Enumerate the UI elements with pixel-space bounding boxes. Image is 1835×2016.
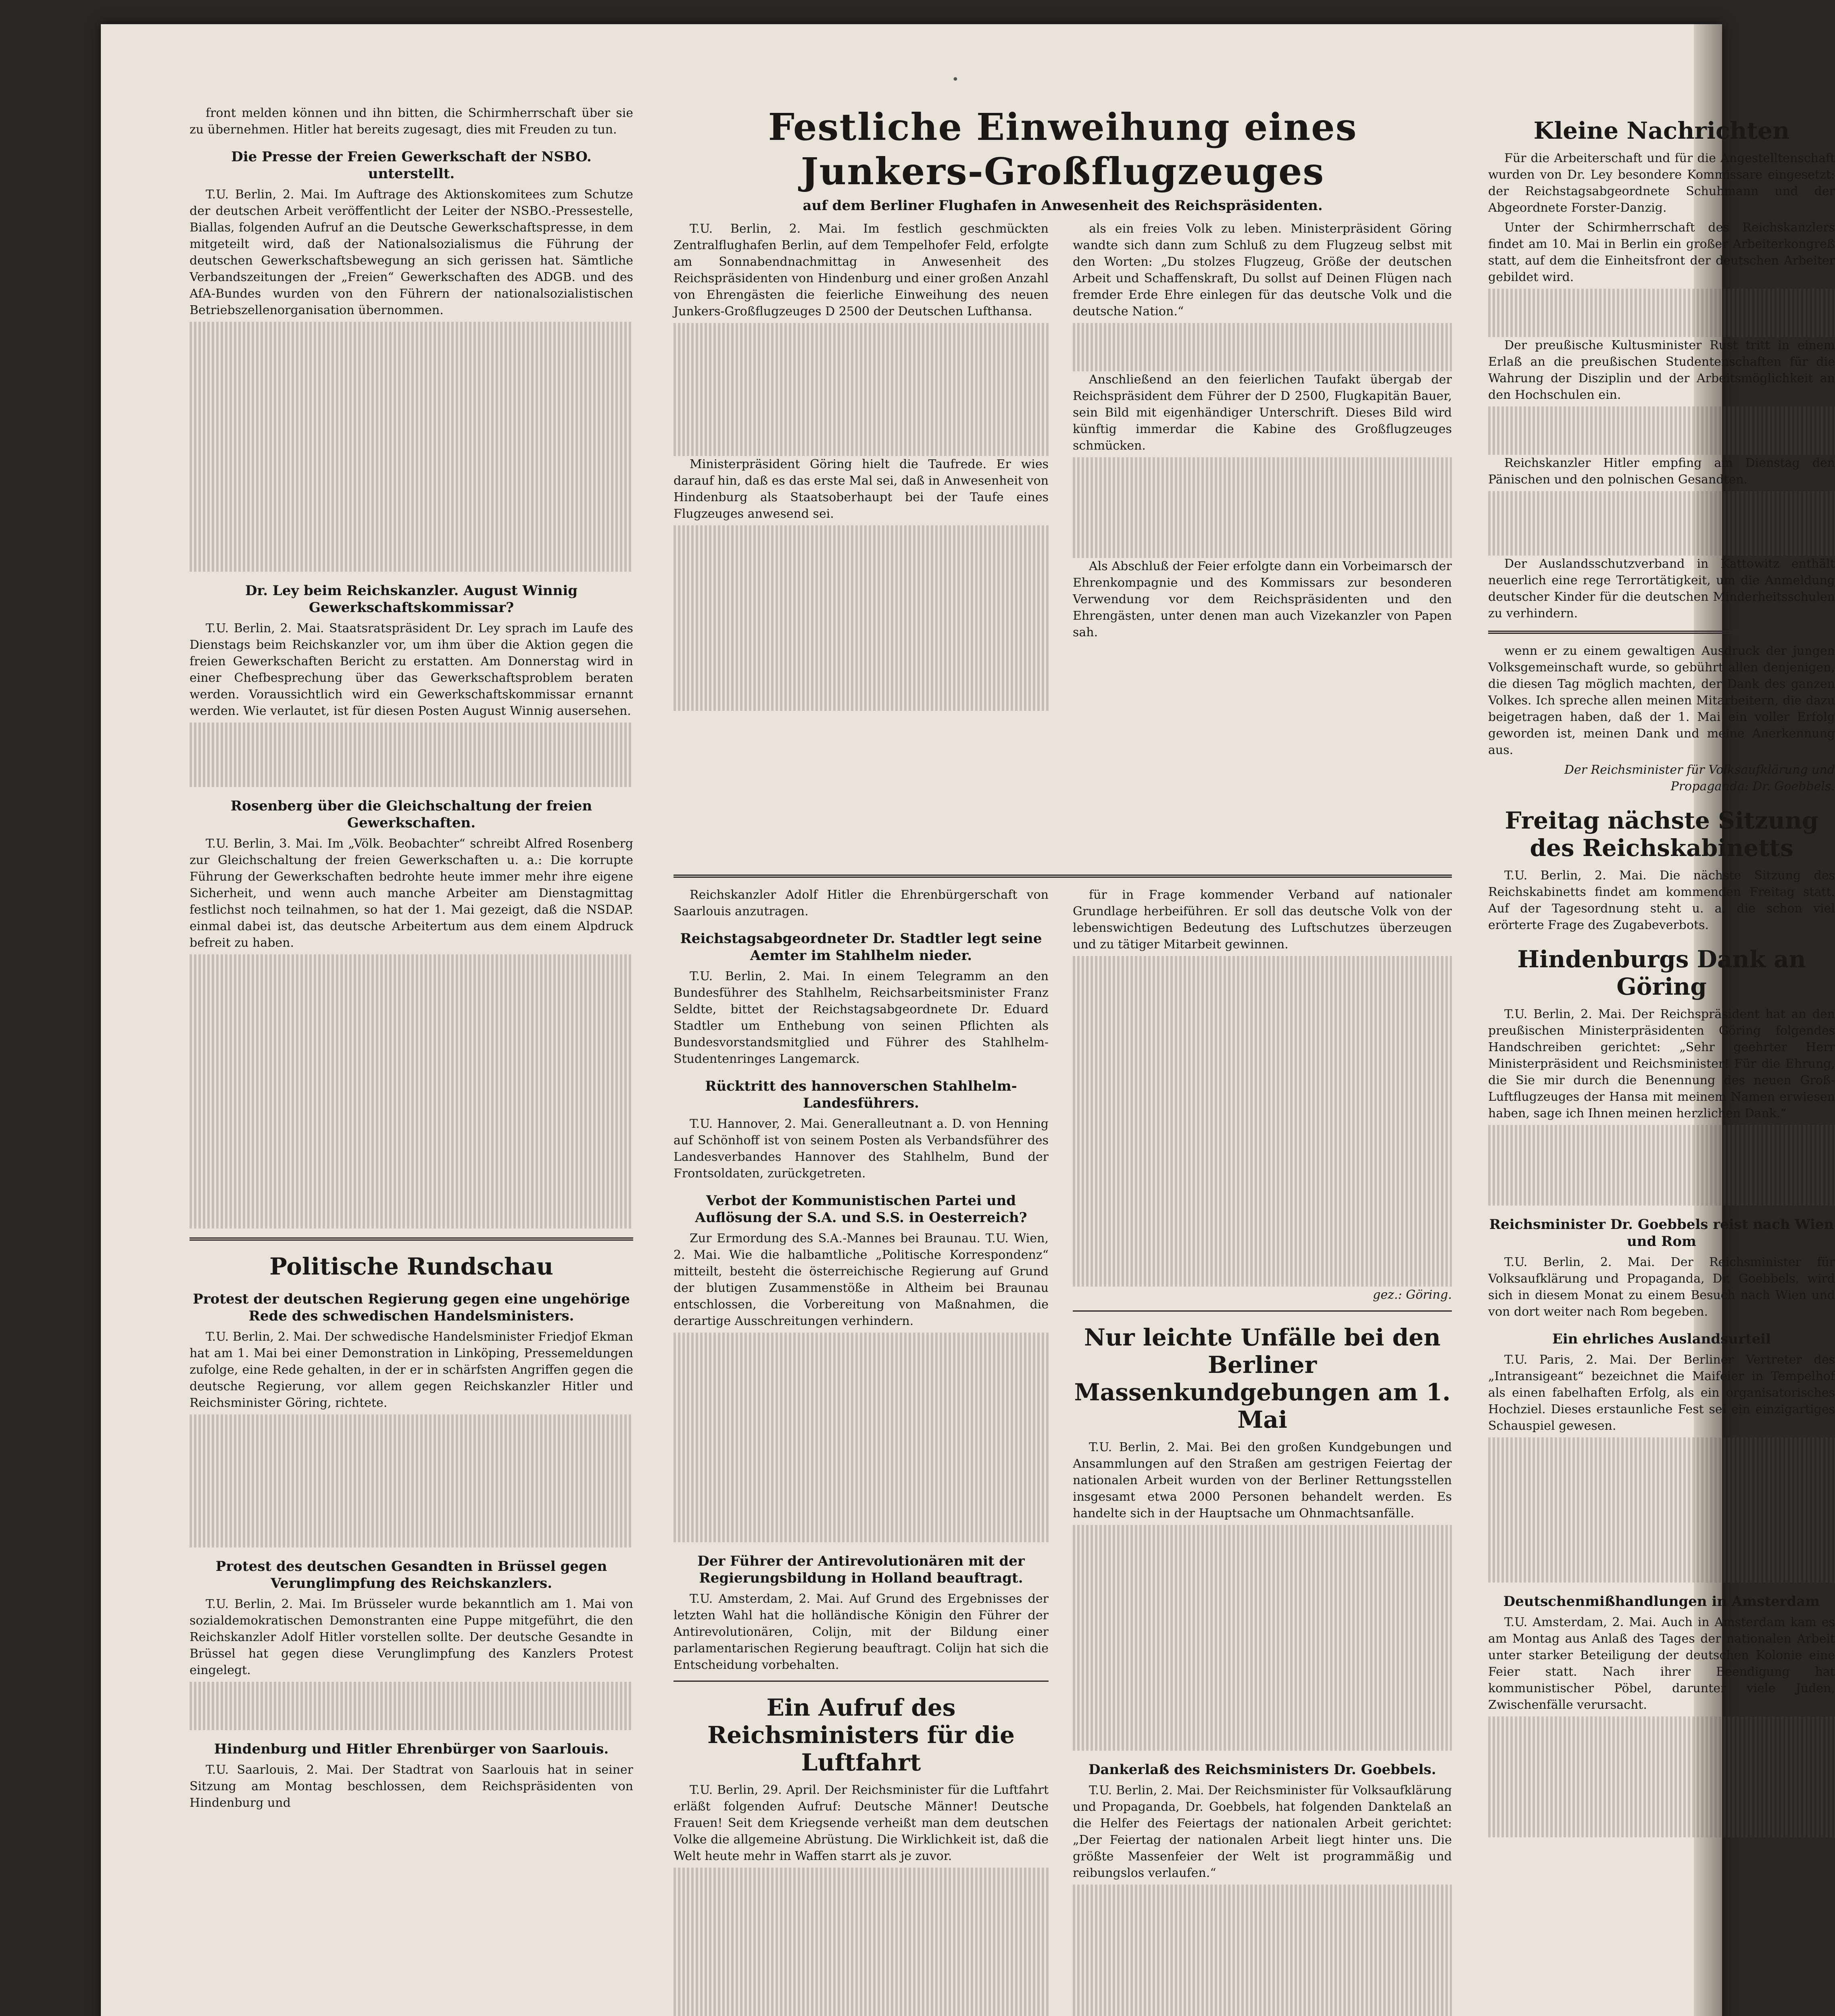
- kleine-1: Für die Arbeiterschaft und für die Angestelltenschaft wurden von Dr. Ley besondere Kommissare eingesetzt: der Reichstagsabgeordnete Schuhmann und der Abgeordnete Forster-Danzig.: [1488, 151, 1835, 215]
- text-continuation: [1488, 289, 1835, 337]
- text-continuation: [190, 723, 633, 787]
- aufruf-continued: für in Frage kommender Verband auf nationaler Grundlage herbeiführen. Er soll das deutsche Volk von der lebenswichtigen Bedeutung des Luftschutzes überzeugen und zu tätiger Mitarbeit gewinnen.: [1073, 888, 1452, 952]
- section-rule: [1073, 1310, 1452, 1312]
- heading-ley: Dr. Ley beim Reichskanzler. August Winnig Gewerkschaftskommissar?: [245, 583, 578, 616]
- article-unfaelle: T.U. Berlin, 2. Mai. Bei den großen Kundgebungen und Ansammlungen auf den Straßen am gestrigen Feiertag der nationalen Arbeit wurden von der Berliner Rettungsstellen insgesamt etwa 2000 Personen behandelt werden. Es handelte sich in der Hauptsache um Ohnmachtsanfälle.: [1073, 1440, 1452, 1520]
- heading-freitag: Freitag nächste Sitzung des Reichskabinetts: [1505, 807, 1818, 862]
- article-protest: T.U. Berlin, 2. Mai. Der schwedische Handelsminister Friedjof Ekman hat am 1. Mai bei einer Demonstration in Linköping, Pressemeldungen zufolge, eine Rede gehalten, in der er in schärfsten Angriffen gegen die deutsche Regierung, vor allem gegen Reichskanzler Hitler und Reichsminister Göring, richtete.: [190, 1330, 633, 1410]
- text-continuation: [1488, 1125, 1835, 1206]
- junkers-p3: als ein freies Volk zu leben. Ministerpräsident Göring wandte sich dann zum Schluß zu dem Flugzeug selbst mit den Worten: „Du stolzes Flugzeug, Größe der deutschen Arbeit und Schaffenskraft, Du sollst auf Deinen Flügen nach fremder Erde Ehre einlegen für das deutsche Volk und die deutsche Nation.“: [1073, 222, 1452, 319]
- heading-verbot: Verbot der Kommunistischen Partei und Auflösung der S.A. und S.S. in Oesterreich?: [695, 1193, 1027, 1226]
- heading-aufruf: Ein Aufruf des Reichsministers für die Luftfahrt: [707, 1694, 1015, 1776]
- signature-goering: gez.: Göring.: [1373, 1288, 1452, 1302]
- heading-hindenburg: Hindenburgs Dank an Göring: [1517, 946, 1806, 1000]
- heading-goebbels-rom: Reichsminister Dr. Goebbels reist nach Wien und Rom: [1489, 1216, 1834, 1250]
- heading-bruessel: Protest des deutschen Gesandten in Brüssel gegen Verunglimpfung des Reichskanzlers.: [215, 1558, 607, 1591]
- heading-dankerlass: Dankerlaß des Reichsministers Dr. Goebbels.: [1088, 1762, 1436, 1778]
- article-aufruf: T.U. Berlin, 29. April. Der Reichsminister für die Luftfahrt erläßt folgenden Aufruf: Deutsche Männer! Deutsche Frauen! Seit dem Kriegsende verheißt man dem deutschen Volke die allgemeine Abrüstung. Die Wirklichkeit ist, daß die Welt heute mehr in Waffen starrt als je zuvor.: [674, 1783, 1049, 1863]
- kleine-5: Der Auslandsschutzverband in Kattowitz enthält neuerlich eine rege Terrortätigkeit, um die Anmeldung deutscher Kinder für die deutschen Minderheitsschulen zu verhindern.: [1488, 557, 1835, 621]
- text-continuation: [674, 323, 1049, 456]
- junkers-p1: T.U. Berlin, 2. Mai. Im festlich geschmückten Zentralflughafen Berlin, auf dem Tempelhofer Feld, erfolgte am Sonnabendnachmittag in Anwesenheit des Reichspräsidenten von Hindenburg und einer großen Anzahl von Ehrengästen die feierliche Einweihung des neuen Junkers-Großflugzeuges D 2500 der Deutschen Lufthansa.: [674, 222, 1049, 319]
- heading-rosenberg: Rosenberg über die Gleichschaltung der freien Gewerkschaften.: [230, 798, 592, 831]
- text-continuation: [1488, 406, 1835, 455]
- section-rule: [190, 1237, 633, 1241]
- article-amsterdam: T.U. Amsterdam, 2. Mai. Auch in Amsterdam kam es am Montag aus Anlaß des Tages der nationalen Arbeit unter starker Beteiligung der deutschen Kolonie eine Feier statt. Nach ihrer Beendigung hat kommunistischer Pöbel, darunter viele Juden, Zwischenfälle verursacht.: [1488, 1615, 1835, 1712]
- text-continuation: [674, 1333, 1049, 1542]
- junkers-p2: Ministerpräsident Göring hielt die Taufrede. Er wies darauf hin, daß es das erste Mal sei, daß in Anwesenheit von Hindenburg als Staatsoberhaupt bei der Taufe eines Flugzeuges anwesend sei.: [674, 457, 1049, 521]
- lower-left: [674, 887, 1049, 2016]
- text-continuation: [190, 1682, 633, 1730]
- junkers-left: [674, 221, 1049, 711]
- junkers-article: [674, 221, 1452, 866]
- article-rosenberg: T.U. Berlin, 3. Mai. Im „Völk. Beobachter“ schreibt Alfred Rosenberg zur Gleichschaltung der freien Gewerkschaften u. a.: Die korrupte Führung der Gewerkschaften bedrohte heute immer mehr ihre eigene Sicherheit, und wenn auch manche Arbeiter am Dienstagmittag festlichst noch teilnahmen, so hat der 1. Mai gezeigt, daß die NSDAP. einmal dabei ist, das deutsche Arbeitertum aus dem einem Alpdruck befreit zu haben.: [190, 837, 633, 950]
- section-rule: [1488, 631, 1835, 634]
- heading-stadtler: Reichstagsabgeordneter Dr. Stadtler legt seine Aemter im Stahlhelm nieder.: [680, 931, 1042, 964]
- article-goebbels-rom: T.U. Berlin, 2. Mai. Der Reichsminister für Volksaufklärung und Propaganda, Dr. Goebbels, wird sich in diesem Monat zu einem Besuch nach Wien und von dort weiter nach Rom begeben.: [1488, 1255, 1835, 1319]
- text-continuation: [1488, 1716, 1835, 1837]
- junkers-p5: Als Abschluß der Feier erfolgte dann ein Vorbeimarsch der Ehrenkompagnie und des Kommissars zur besonderen Verwendung vor dem Reichspräsidenten und den Ehrengästen, unter denen man auch Vizekanzler von Papen sah.: [1073, 559, 1452, 639]
- text-continuation: [1488, 491, 1835, 556]
- heading-rundschau: Politische Rundschau: [269, 1253, 553, 1280]
- article-ley: T.U. Berlin, 2. Mai. Staatsratspräsident Dr. Ley sprach im Laufe des Dienstags beim Reichskanzler vor, um ihm über die Aktion gegen die freien Gewerkschaften Bericht zu erstatten. Am Donnerstag wird in einer Chefbesprechung über das Gewerkschaftsproblem beraten werden. Voraussichtlich wird ein Gewerkschaftskommissar ernannt werden. Wie verlautet, ist für diesen Posten August Winnig ausersehen.: [190, 621, 633, 718]
- article-verbot: Zur Ermordung des S.A.-Mannes bei Braunau. T.U. Wien, 2. Mai. Wie die halbamtliche „Politische Korrespondenz“ mitteilt, besteht die österreichische Regierung auf Grund der blutigen Zusammenstöße in Altheim bei Braunau entschlossen, die Vorbereitung von Maßnahmen, die derartige Ausschreitungen verhindern.: [674, 1231, 1049, 1328]
- intro-text: front melden können und ihn bitten, die Schirmherrschaft über sie zu übernehmen. Hitler hat bereits zugesagt, dies mit Freuden zu tun.: [190, 106, 633, 137]
- article-saarlouis: T.U. Saarlouis, 2. Mai. Der Stadtrat von Saarlouis hat in seiner Sitzung am Montag beschlossen, dem Reichspräsidenten von Hindenburg und: [190, 1763, 633, 1810]
- saarlouis-continued: Reichskanzler Adolf Hitler die Ehrenbürgerschaft von Saarlouis anzutragen.: [674, 888, 1049, 918]
- text-continuation: [1488, 1437, 1835, 1583]
- heading-holland: Der Führer der Antirevolutionären mit der Regierungsbildung in Holland beauftragt.: [697, 1553, 1025, 1586]
- lower-section: [674, 887, 1452, 2016]
- column-center: [674, 105, 1452, 2016]
- heading-urteil: Ein ehrliches Auslandsurteil: [1552, 1331, 1771, 1347]
- heading-protest: Protest der deutschen Regierung gegen eine ungehörige Rede des schwedischen Handelsministers.: [193, 1291, 630, 1324]
- column-left: [190, 105, 633, 1814]
- text-continuation: [674, 525, 1049, 711]
- heading-presse: Die Presse der Freien Gewerkschaft der NSBO. unterstellt.: [231, 149, 592, 182]
- section-rule: [674, 1681, 1049, 1682]
- text-continuation: [190, 322, 633, 572]
- newspaper-page: [101, 24, 1835, 2016]
- kleine-3: Der preußische Kultusminister Rust tritt in einem Erlaß an die preußischen Studentenschaften für die Wahrung der Disziplin und der Arbeitsmöglichkeit an den Hochschulen ein.: [1488, 338, 1835, 402]
- junkers-right: [1073, 221, 1452, 644]
- article-holland: T.U. Amsterdam, 2. Mai. Auf Grund des Ergebnisses der letzten Wahl hat die holländische Königin den Führer der Antirevolutionären, Colijn, mit der Bildung einer parlamentarischen Regierung beauftragt. Colijn hat sich die Entscheidung vorbehalten.: [674, 1592, 1049, 1672]
- kleine-2: Unter der Schirmherrschaft des Reichskanzlers findet am 10. Mai in Berlin ein großer Arbeiterkongreß statt, auf dem die Einheitsfront der deutschen Arbeiter gebildet wird.: [1488, 221, 1835, 284]
- section-rule: [674, 875, 1452, 878]
- heading-saarlouis: Hindenburg und Hitler Ehrenbürger von Saarlouis.: [214, 1741, 609, 1757]
- junkers-p4: Anschließend an den feierlichen Taufakt übergab der Reichspräsident dem Führer der D 2500, Flugkapitän Bauer, sein Bild mit eigenhändiger Unterschrift. Dieses Bild wird künftig immerdar die Kabine des Großflugzeuges schmücken.: [1073, 373, 1452, 453]
- heading-unfaelle: Nur leichte Unfälle bei den Berliner Massenkundgebungen am 1. Mai: [1074, 1324, 1451, 1433]
- lower-right: [1073, 887, 1452, 2016]
- article-hindenburg: T.U. Berlin, 2. Mai. Der Reichspräsident hat an den preußischen Ministerpräsidenten Göring folgendes Handschreiben gerichtet: „Sehr geehrter Herr Ministerpräsident und Reichsminister! Für die Ehrung, die Sie mir durch die Benennung des neuen Groß-Luftflugzeuges der Hansa mit meinem Namen erwiesen haben, sage ich Ihnen meinen herzlichen Dank.“: [1488, 1007, 1835, 1120]
- text-continuation: [674, 1868, 1049, 2016]
- heading-amsterdam: Deutschenmißhandlungen in Amsterdam: [1503, 1593, 1820, 1610]
- article-dankerlass: T.U. Berlin, 2. Mai. Der Reichsminister für Volksaufklärung und Propaganda, Dr. Goebbels, hat folgenden Danktelaß an die Helfer des Feiertags der nationalen Arbeit gerichtet: „Der Feiertag der nationalen Arbeit liegt hinter uns. Die größte Massenfeier der Welt ist programmäßig und reibungslos verlaufen.“: [1073, 1783, 1452, 1880]
- text-continuation: [190, 954, 633, 1229]
- text-continuation: [1073, 1525, 1452, 1751]
- article-bruessel: T.U. Berlin, 2. Mai. Im Brüsseler wurde bekanntlich am 1. Mai von sozialdemokratischen Demonstranten eine Puppe mitgeführt, die den Reichskanzler Adolf Hitler vorstellen sollte. Der deutsche Gesandte in Brüssel hat gegen diese Verunglimpfung des Kanzlers Protest eingelegt.: [190, 1597, 633, 1677]
- text-continuation: [1073, 323, 1452, 371]
- dank-continued: wenn er zu einem gewaltigen Ausdruck der jungen Volksgemeinschaft wurde, so gebührt allen denjenigen, die diesen Tag möglich machten, der Dank des ganzen Volkes. Ich spreche allen meinen Mitarbeitern, die dazu beigetragen haben, daß der 1. Mai ein voller Erfolg geworden ist, meinen Dank und meine Anerkennung aus.: [1488, 644, 1835, 757]
- text-continuation: [190, 1414, 633, 1547]
- article-hannover: T.U. Hannover, 2. Mai. Generalleutnant a. D. von Henning auf Schönhoff ist von seinem Posten als Verbandsführer des Landesverbandes Hannover des Stahlhelm, Bund der Frontsoldaten, zurückgetreten.: [674, 1117, 1049, 1181]
- text-continuation: [1073, 1885, 1452, 2016]
- heading-kleine: Kleine Nachrichten: [1533, 117, 1790, 144]
- text-continuation: [1073, 956, 1452, 1287]
- article-presse: T.U. Berlin, 2. Mai. Im Auftrage des Aktionskomitees zum Schutze der deutschen Arbeit veröffentlicht der Leiter der NSBO.-Pressestelle, Biallas, folgenden Aufruf an die Deutsche Gewerkschaftspresse, in dem mitgeteilt wird, daß der Nationalsozialismus die Führung der deutschen Gewerkschaftsbewegung an sich gerissen hat. Sämtliche Verbandszeitungen der „Freien“ Gewerkschaften des ADGB. und des AfA-Bundes wurden von den Führern der nationalsozialistischen Betriebszellenorganisation übernommen.: [190, 187, 633, 317]
- article-stadtler: T.U. Berlin, 2. Mai. In einem Telegramm an den Bundesführer des Stahlhelm, Reichsarbeitsminister Franz Seldte, bittet der Reichstagsabgeordnete Dr. Eduard Stadtler um Enthebung von seinen Pflichten als Bundesvorstandsmitglied und Führer des Stahlhelm-Studentenringes Langemarck.: [674, 969, 1049, 1066]
- kleine-4: Reichskanzler Hitler empfing am Dienstag den Pänischen und den polnischen Gesandten.: [1488, 456, 1835, 487]
- heading-hannover: Rücktritt des hannoverschen Stahlhelm-Landesführers.: [705, 1078, 1017, 1111]
- main-headline: Festliche Einweihung eines Junkers-Großflugzeuges: [768, 105, 1357, 193]
- article-freitag: T.U. Berlin, 2. Mai. Die nächste Sitzung des Reichskabinetts findet am kommenden Freitag statt. Auf der Tagesordnung steht u. a. die schon viel erörterte Frage des Zugabeverbots.: [1488, 868, 1835, 932]
- article-urteil: T.U. Paris, 2. Mai. Der Berliner Vertreter des „Intransigeant“ bezeichnet die Maifeier in Tempelhof als einen fabelhaften Erfolg, als ein organisatorisches Hochziel. Dieses erstaunliche Fest sei ein einzigartiges Schauspiel gewesen.: [1488, 1353, 1835, 1433]
- main-subline: auf dem Berliner Flughafen in Anwesenheit des Reichspräsidenten.: [803, 198, 1323, 214]
- signature-goebbels: Der Reichsminister für Volksaufklärung und Propaganda: Dr. Goebbels.: [1564, 763, 1835, 793]
- column-right: [1488, 105, 1835, 1837]
- page-marker: •: [952, 73, 959, 87]
- text-continuation: [1073, 457, 1452, 558]
